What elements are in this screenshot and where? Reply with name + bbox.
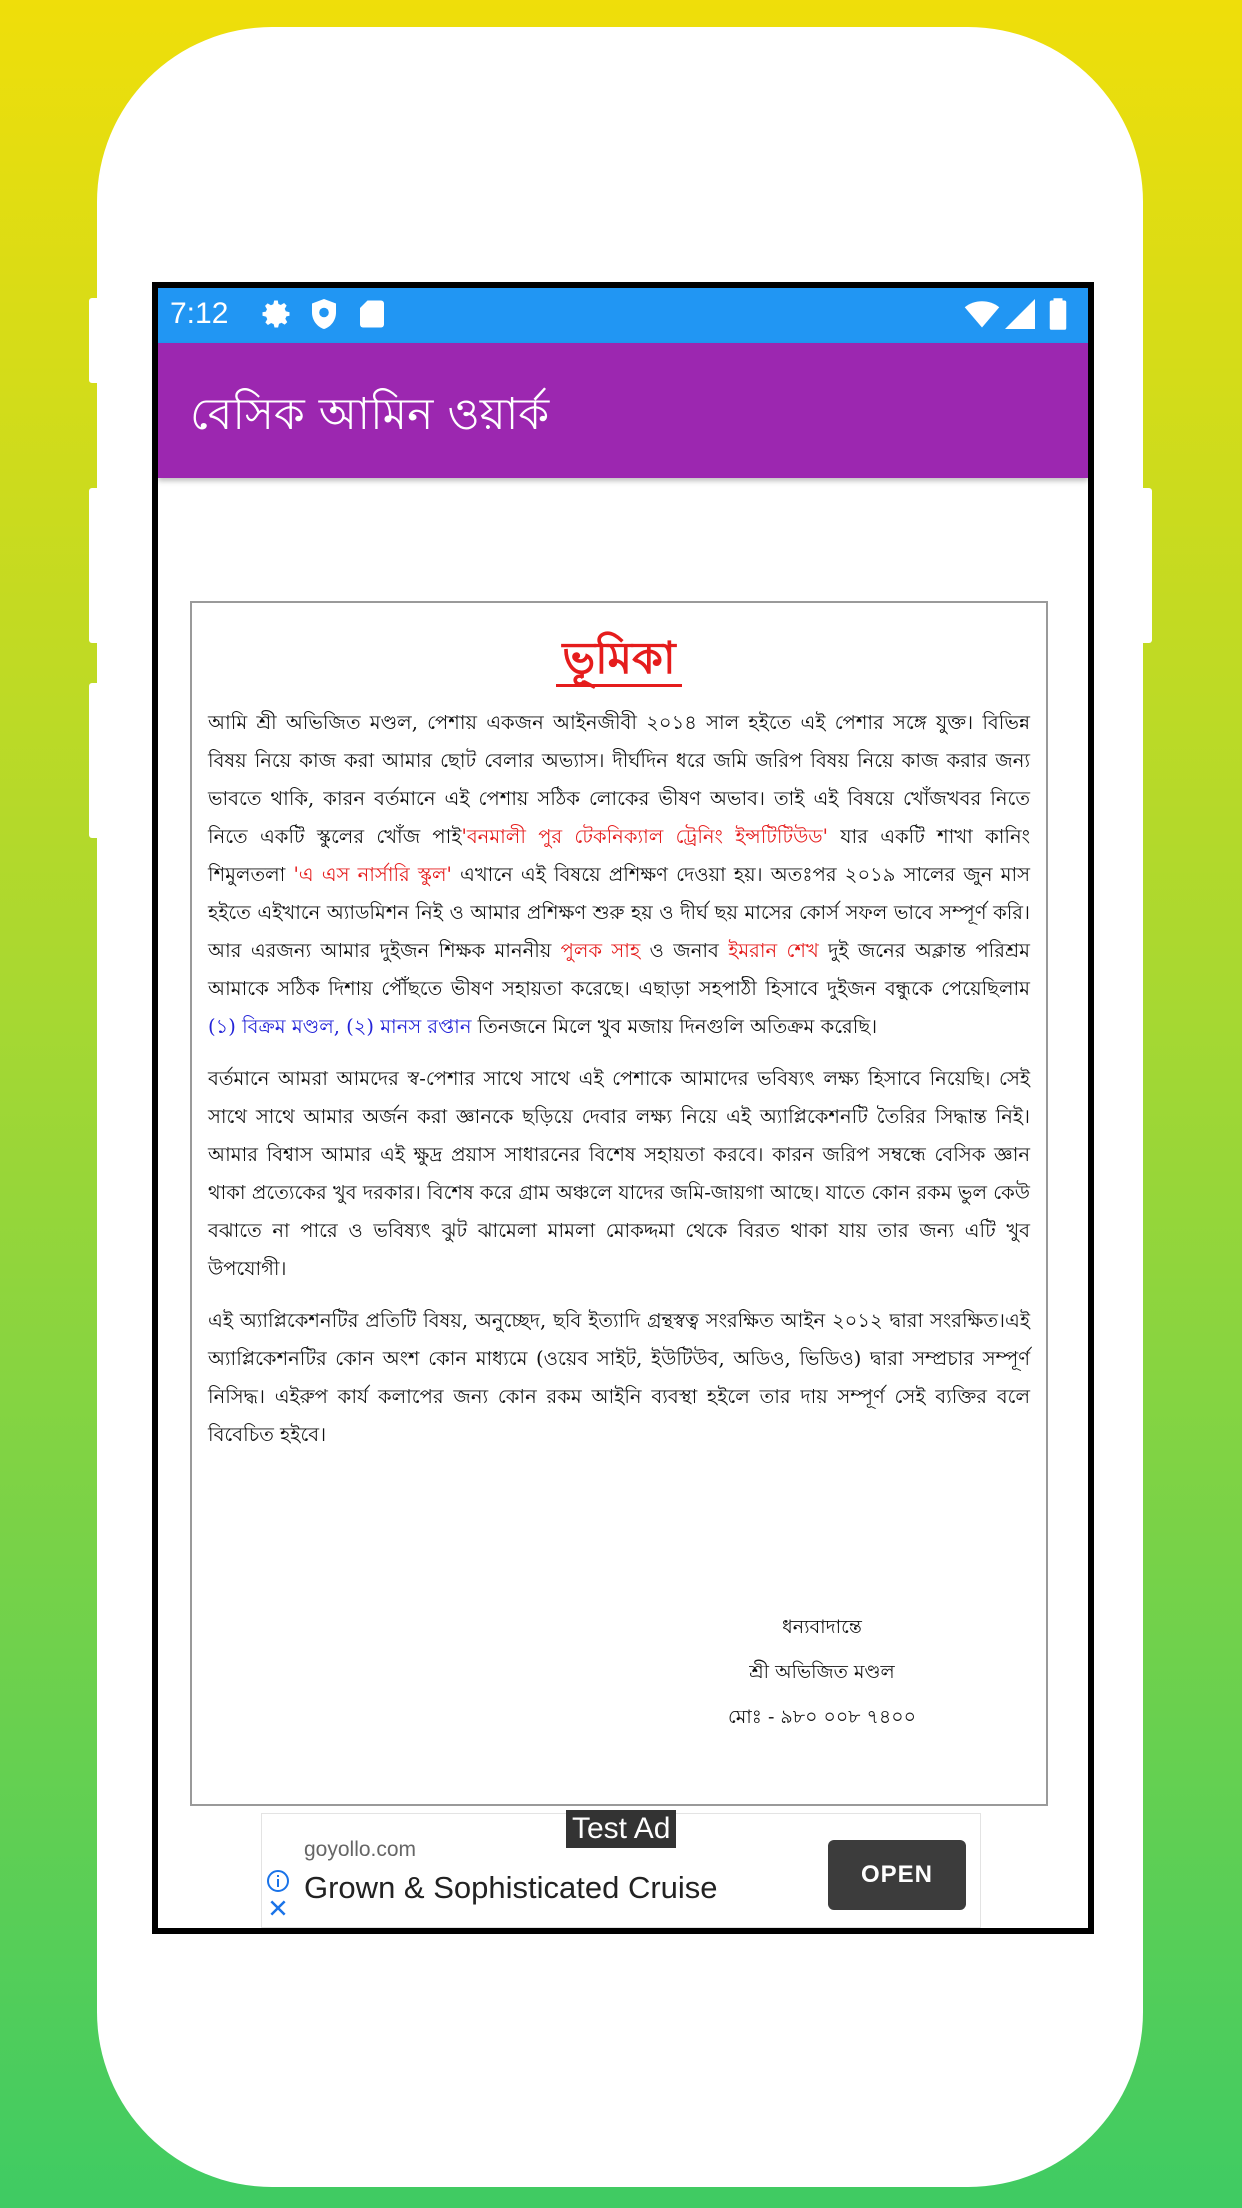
shield-icon xyxy=(306,296,342,332)
sd-card-icon xyxy=(354,296,390,332)
status-bar xyxy=(158,288,1088,343)
intro-paragraph: আমি শ্রী অভিজিত মণ্ডল, পেশায় একজন আইনজীবী ২০১৪ সাল হইতে এই পেশার সঙ্গে যুক্ত। বিভিন্ন বিষয় নিয়ে কাজ করা আমার ছোট বেলার অভ্যাস। দীর্ঘদিন ধরে জমি জরিপ বিষয় নিয়ে কাজ করার জন্য ভাবতে থাকি, কারন বর্তমানে এই পেশায় সঠিক লোকের ভীষণ অভাব। তাই এই বিষয়ে খোঁজখবর নিতে নিতে একটি স্কুলের খোঁজ পাই'বনমালী পুর টেকনিক্যাল ট্রেনিং ইন্সটিটিউড' যার একটি শাখা কানিং শিমুলতলা 'এ এস নার্সারি স্কুল' এখানে এই বিষয়ে প্রশিক্ষণ দেওয়া হয়। অতঃপর ২০১৯ সালের জুন মাস হইতে এইখানে অ্যাডমিশন নিই ও আমার প্রশিক্ষণ শুরু হয় ও দীর্ঘ ছয় মাসের কোর্স সফল ভাবে সম্পূর্ণ করি। আর এরজন্য আমার দুইজন শিক্ষক মাননীয় পুলক সাহ ও জনাব ইমরান শেখ দুই জনের অক্লান্ত পরিশ্রম আমাকে সঠিক দিশায় পৌঁছতে ভীষণ সহায়তা করেছে। এছাড়া সহপাঠী হিসাবে দুইজন বন্ধুকে পেয়েছিলাম (১) বিক্রম মণ্ডল, (২) মানস রপ্তান তিনজনে মিলে খুব মজায় দিনগুলি অতিক্রম করেছি। xyxy=(208,711,1030,1038)
phone-screen xyxy=(152,282,1094,1934)
document-title: ভূমিকা xyxy=(192,625,1046,698)
test-ad-label: Test Ad xyxy=(566,1810,676,1848)
ad-headline[interactable]: Grown & Sophisticated Cruise xyxy=(304,1870,718,1905)
info-icon[interactable] xyxy=(266,1869,290,1893)
signature-name: শ্রী অভিজিত মণ্ডল xyxy=(749,1661,895,1683)
signature-phone: মোঃ - ৯৮০ ০০৮ ৭৪০০ xyxy=(728,1706,916,1728)
friend-names: (১) বিক্রম মণ্ডল, (২) মানস রপ্তান xyxy=(208,1015,472,1038)
institute-name: 'বনমালী পুর টেকনিক্যাল ট্রেনিং ইন্সটিটিউড' xyxy=(461,825,829,848)
school-name: 'এ এস নার্সারি স্কুল' xyxy=(293,863,452,886)
ad-open-button[interactable]: OPEN xyxy=(828,1840,966,1910)
signature-closing: ধন্যবাদান্তে xyxy=(782,1616,862,1638)
teacher-name: ইমরান শেখ xyxy=(728,939,819,962)
wifi-icon xyxy=(964,296,1000,332)
copyright-paragraph: এই অ্যাপ্লিকেশনটির প্রতিটি বিষয়, অনুচ্ছেদ, ছবি ইত্যাদি গ্রন্থস্বত্ব সংরক্ষিত আইন ২০১২ দ্বারা সংরক্ষিত।এই অ্যাপ্লিকেশনটির কোন অংশ কোন মাধ্যমে (ওয়েব সাইট, ইউটিউব, অডিও, ভিডিও) দ্বারা সম্প্রচার সম্পূর্ণ নিসিদ্ধ। এইরুপ কার্য কলাপের জন্য কোন রকম আইনি ব্যবস্থা হইলে তার দায় সম্পূর্ণ সেই ব্যক্তির বলে বিবেচিত হইবে। xyxy=(208,1309,1030,1446)
gear-icon xyxy=(258,296,294,332)
app-bar xyxy=(158,343,1088,478)
teacher-name: পুলক সাহ xyxy=(560,939,641,962)
close-icon[interactable] xyxy=(268,1898,288,1918)
status-time: 7:12 xyxy=(170,297,229,330)
app-title: বেসিক আমিন ওয়ার্ক xyxy=(190,389,550,440)
document-page xyxy=(190,601,1048,1806)
goal-paragraph: বর্তমানে আমরা আমদের স্ব-পেশার সাথে সাথে এই পেশাকে আমাদের ভবিষ্যৎ লক্ষ্য হিসাবে নিয়েছি। সেই সাথে সাথে আমার অর্জন করা জ্ঞানকে ছড়িয়ে দেবার লক্ষ্য নিয়ে এই অ্যাপ্লিকেশনটি তৈরির সিদ্ধান্ত নিই। আমার বিশ্বাস আমার এই ক্ষুদ্র প্রয়াস সাধারনের বিশেষ সহায়তা করবে। কারন জরিপ সম্বন্ধে বেসিক জ্ঞান থাকা প্রত্যেকের খুব দরকার। বিশেষ করে গ্রাম অঞ্চলে যাদের জমি-জায়গা আছে। যাতে কোন রকম ভুল কেউ বঝাতে না পারে ও ভবিষ্যৎ ঝুট ঝামেলা মামলা মোকদ্দমা থেকে বিরত থাকা যায় তার জন্য এটি খুব উপযোগী। xyxy=(208,1067,1030,1280)
battery-icon xyxy=(1040,296,1076,332)
signal-icon xyxy=(1002,296,1038,332)
ad-domain: goyollo.com xyxy=(304,1838,417,1861)
